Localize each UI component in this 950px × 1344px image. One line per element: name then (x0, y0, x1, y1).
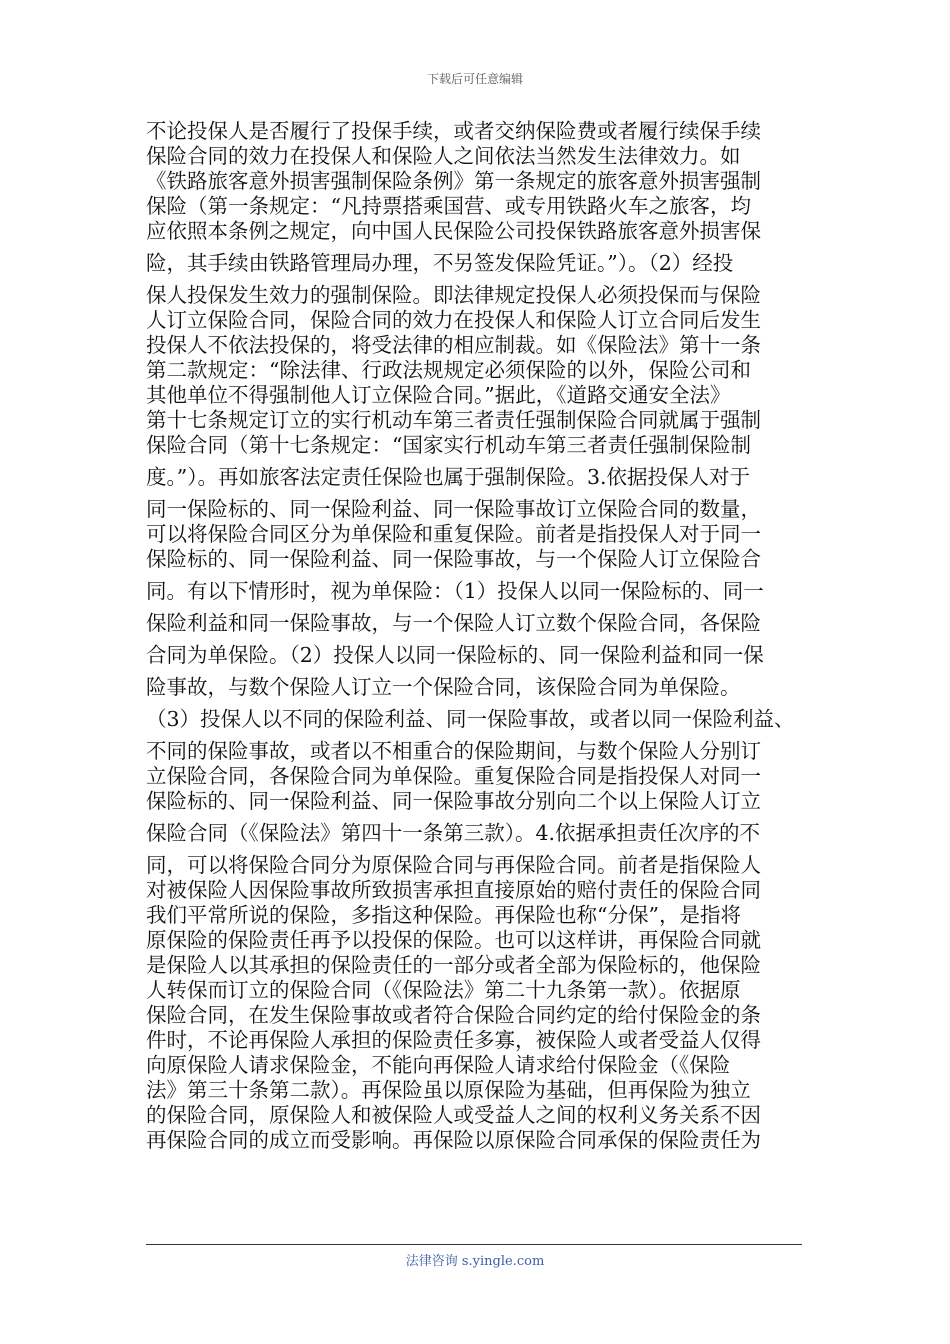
text-line: 投保人不依法投保的，将受法律的相应制裁。如《保险法》第十一条 (146, 333, 761, 357)
document-body (146, 119, 810, 1153)
text-line: 可以将保险合同区分为单保险和重复保险。前者是指投保人对于同一 (146, 522, 761, 546)
text-line: 合同为单保险。（2）投保人以同一保险标的、同一保险利益和同一保 (146, 643, 764, 667)
text-line: 第十七条规定订立的实行机动车第三者责任强制保险合同就属于强制 (146, 408, 761, 432)
text-line: 人转保而订立的保险合同（《保险法》第二十九条第一款）。依据原 (146, 978, 741, 1002)
text-line: 是保险人以其承担的保险责任的一部分或者全部为保险标的，他保险 (146, 953, 761, 977)
text-line: 保险标的、同一保险利益、同一保险事故，与一个保险人订立保险合 (146, 547, 761, 571)
text-line: 对被保险人因保险事故所致损害承担直接原始的赔付责任的保险合同 (146, 878, 761, 902)
text-line: （3）投保人以不同的保险利益、同一保险事故，或者以同一保险利益、 (146, 707, 795, 731)
text-line: 保险合同的效力在投保人和保险人之间依法当然发生法律效力。如 (146, 144, 741, 168)
text-line: 再保险合同的成立而受影响。再保险以原保险合同承保的保险责任为 (146, 1128, 761, 1152)
text-line: 法》第三十条第二款）。再保险虽以原保险为基础，但再保险为独立 (146, 1078, 751, 1102)
text-line: 第二款规定：“除法律、行政法规规定必须保险的以外，保险公司和 (146, 358, 751, 382)
text-line: 不论投保人是否履行了投保手续，或者交纳保险费或者履行续保手续 (146, 119, 761, 143)
text-line: 保险合同（《保险法》第四十一条第三款）。4.依据承担责任次序的不 (146, 821, 761, 845)
text-line: 险，其手续由铁路管理局办理，不另签发保险凭证。”）。（2）经投 (146, 251, 734, 275)
text-line: 立保险合同，各保险合同为单保险。重复保险合同是指投保人对同一 (146, 764, 761, 788)
text-line: 同。有以下情形时，视为单保险：（1）投保人以同一保险标的、同一 (146, 579, 764, 603)
page-header: 下载后可任意编辑 (426, 72, 523, 86)
text-line: 人订立保险合同，保险合同的效力在投保人和保险人订立合同后发生 (146, 308, 761, 332)
text-line: 同一保险标的、同一保险利益、同一保险事故订立保险合同的数量， (146, 497, 761, 521)
text-line: 我们平常所说的保险，多指这种保险。再保险也称“分保”，是指将 (146, 903, 741, 927)
text-line: 保险合同，在发生保险事故或者符合保险合同约定的给付保险金的条 (146, 1003, 761, 1027)
text-line: 保人投保发生效力的强制保险。即法律规定投保人必须投保而与保险 (146, 283, 761, 307)
text-line: 度。”）。再如旅客法定责任保险也属于强制保险。3.依据投保人对于 (146, 465, 751, 489)
text-line: 件时，不论再保险人承担的保险责任多寡，被保险人或者受益人仅得 (146, 1028, 761, 1052)
text-line: 保险合同（第十七条规定：“国家实行机动车第三者责任强制保险制 (146, 433, 751, 457)
footer-divider (146, 1244, 802, 1245)
text-line: 保险利益和同一保险事故，与一个保险人订立数个保险合同，各保险 (146, 611, 761, 635)
text-line: 保险标的、同一保险利益、同一保险事故分别向二个以上保险人订立 (146, 789, 761, 813)
text-line: 其他单位不得强制他人订立保险合同。”据此，《道路交通安全法》 (146, 383, 731, 407)
text-line: 应依照本条例之规定，向中国人民保险公司投保铁路旅客意外损害保 (146, 219, 761, 243)
page-footer: 法律咨询 s.yingle.com (405, 1254, 545, 1269)
text-line: 不同的保险事故，或者以不相重合的保险期间，与数个保险人分别订 (146, 739, 761, 763)
text-line: 险事故，与数个保险人订立一个保险合同，该保险合同为单保险。 (146, 675, 741, 699)
text-line: 向原保险人请求保险金，不能向再保险人请求给付保险金（《保险 (146, 1053, 731, 1077)
text-line: 同，可以将保险合同分为原保险合同与再保险合同。前者是指保险人 (146, 853, 761, 877)
text-line: 原保险的保险责任再予以投保的保险。也可以这样讲，再保险合同就 (146, 928, 761, 952)
text-line: 的保险合同，原保险人和被保险人或受益人之间的权利义务关系不因 (146, 1103, 761, 1127)
text-line: 保险（第一条规定：“凡持票搭乘国营、或专用铁路火车之旅客，均 (146, 194, 751, 218)
text-line: 《铁路旅客意外损害强制保险条例》第一条规定的旅客意外损害强制 (146, 169, 761, 193)
